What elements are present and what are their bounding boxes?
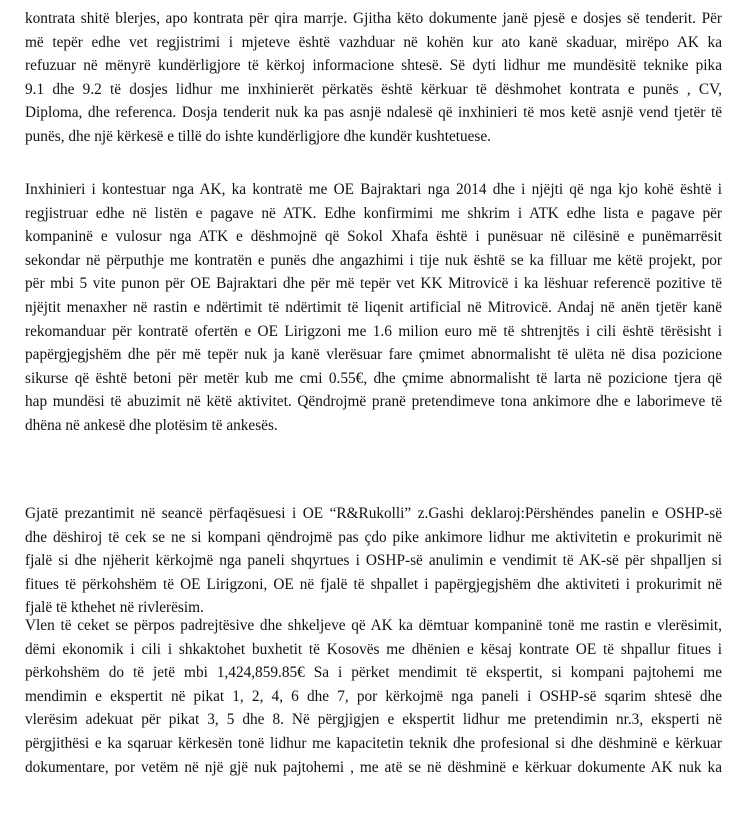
text-line: regjistruar edhe në listën e pagave në ATK. Edhe konfirmimi me shkrim i ATK edhe lista e pagave për	[25, 204, 722, 222]
text-line: fjalë të kthehet në rivlerësim.	[25, 599, 204, 617]
text-line: 9.1 dhe 9.2 të dosjes lidhur me inxhinierët përkatës është kërkuar të dëshmohet kontrata e punës , CV,	[25, 80, 722, 98]
paragraph-contested-engineer	[25, 178, 722, 438]
text-line: fjalë si dhe njëherit kërkojmë nga paneli shqyrtues i OSHP-së anulimin e vendimit të AK-së për shpalljen si	[25, 552, 722, 570]
text-line: më tepër edhe vet regjistrimi i mjeteve është vazhduar në kohën kur ato kanë skaduar, mirëpo AK ka	[25, 33, 722, 51]
text-line: dhëna në ankesë dhe plotësim të ankesës.	[25, 416, 278, 434]
text-line: vlerësim adekuat për pikat 3, 5 dhe 8. Në përgjigjen e ekspertit lidhur me pretendimin nr.3, eksperti në	[25, 711, 722, 729]
paragraph-hearing-presentation	[25, 502, 722, 620]
text-line: papërgjegjshëm dhe për më tepër nuk ja kanë vlerësuar fare çmimet abnormalisht të ulëta në disa pozicione	[25, 346, 722, 364]
text-line: hap mundësi të abuzimit në këtë aktivitet. Qëndrojmë pranë pretendimeve tona ankimore dhe e laborimeve të	[25, 393, 722, 411]
text-line: rekomanduar për kontratë ofertën e OE Lirigzoni me 1.6 milion euro më të shtrenjtës i cili është tërësisht i	[25, 322, 722, 340]
text-line: përgjithësi e ka sqaruar kërkesën tonë lidhur me kapacitetin teknik dhe profesional si dhe dëshminë e kërkuar	[25, 734, 722, 752]
text-line: dokumentare, por vetëm në një gjë nuk pajtohemi , me atë se në dëshminë e kërkuar dokumente AK nuk ka	[25, 758, 722, 776]
text-line: Vlen të ceket se përpos padrejtësive dhe shkeljeve që AK ka dëmtuar kompaninë tonë me rastin e vlerësimit,	[25, 617, 722, 634]
text-line: mendimin e ekspertit në pikat 1, 2, 4, 6 dhe 7, por kërkojmë nga paneli i OSHP-së sqarim shtesë dhe	[25, 687, 722, 705]
text-line: dëmi ekonomik i cili i shkaktohet buxhetit të Kosovës me dhënien e kësaj kontrate OE të shpallur fitues i	[25, 640, 722, 658]
text-line: Gjatë prezantimit në seancë përfaqësuesi i OE “R&Rukolli” z.Gashi deklaroj:Përshëndes panelin e OSHP-së	[25, 505, 722, 522]
text-line: kontrata shitë blerjes, apo kontrata për qira marrje. Gjitha këto dokumente janë pjesë e dosjes së tenderit. Për	[25, 10, 722, 27]
paragraph-registration-and-engineers	[25, 7, 722, 149]
text-line: refuzuar në mënyrë kundërligjore të kërkoj informacione shtesë. Së dyti lidhur me mundësitë teknike pika	[25, 57, 722, 75]
text-line: sekondar në përputhje me kontratën e punës dhe angazhimi i tije nuk është se ka filluar me këtë projekt, por	[25, 251, 722, 269]
text-line: kompaninë e vulosur nga ATK e dëshmojnë që Sokol Xhafa është i punësuar në cilësinë e punëmarrësit	[25, 228, 722, 246]
text-line: njëjtit menaxher në rastin e ndërtimit të ndërtimit të liqenit artificial në Mitrovicë. Andaj në anën tjetër kanë	[25, 298, 722, 316]
text-line: Inxhinieri i kontestuar nga AK, ka kontratë me OE Bajraktari nga 2014 dhe i njëjti që nga kjo kohë është i	[25, 181, 722, 198]
text-line: Diploma, dhe referenca. Dosja tenderit nuk ka pas asnjë ndalesë që inxhinieri të mos ketë asnjë vend tjetër të	[25, 104, 722, 122]
text-line: fitues të përkohshëm të OE Lirigzoni, OE në fjalë të shpallet i papërgjegjshëm dhe aktiviteti i prokurimit në	[25, 575, 722, 593]
text-line: përkohshëm do të jetë mbi 1,424,859.85€ Sa i përket mendimit të ekspertit, si kompani pajtohemi me	[25, 664, 722, 682]
paragraph-economic-damage	[25, 614, 722, 779]
text-line: sikurse që është betoni për metër kub me cmi 0.55€, dhe çmime abnormalisht të larta në pozicione tjera që	[25, 369, 722, 387]
text-line: dhe dëshiroj të cek se ne si kompani qëndrojmë pas çdo pike ankimore lidhur me aktivitetin e prokurimit në	[25, 528, 722, 546]
text-line: punës, dhe një kërkesë e tillë do ishte kundërligjore dhe kundër kushtetuese.	[25, 127, 491, 145]
text-line: për mbi 5 vite punon për OE Bajraktari dhe për më tepër vet KK Mitrovicë i ka lëshuar referencë pozitive të	[25, 275, 722, 293]
